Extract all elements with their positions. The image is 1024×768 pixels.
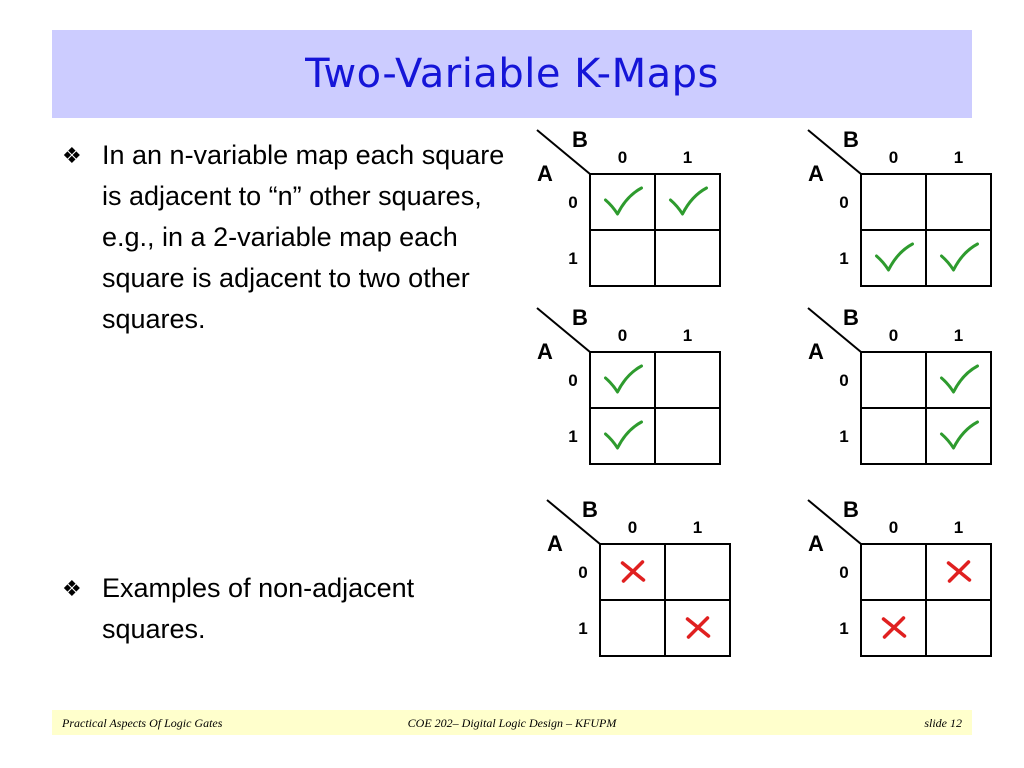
- bullet-adjacency: [62, 135, 512, 340]
- kmap-cell: [590, 408, 655, 464]
- kmap-4: [796, 303, 1001, 483]
- kmap-cell: [926, 408, 991, 464]
- kmap-col-value: 0: [888, 326, 899, 345]
- kmap-cell: [665, 544, 730, 600]
- kmap-col-value: 0: [617, 326, 628, 345]
- kmap-col-value: 0: [617, 148, 628, 167]
- bullet-text: In an n-variable map each square is adjacent to “n” other squares, e.g., in a 2-variable map each square is adjacent to two other squares.: [102, 140, 505, 334]
- kmap-row-variable: A: [808, 339, 824, 364]
- kmap-row-variable: A: [808, 161, 824, 186]
- kmap-row-value: 1: [839, 427, 849, 446]
- kmap-row-variable: A: [808, 531, 824, 556]
- kmap-row-value: 1: [578, 619, 588, 638]
- kmap-cell: [861, 230, 926, 286]
- kmap-col-value: 1: [953, 518, 964, 537]
- kmap-row-value: 0: [568, 193, 578, 212]
- kmap-cell: [861, 352, 926, 408]
- footer-course-name: COE 202– Digital Logic Design – KFUPM: [407, 716, 617, 730]
- kmap-col-variable: B: [572, 305, 588, 330]
- kmap-col-value: 0: [888, 518, 899, 537]
- kmap-col-variable: B: [843, 497, 859, 522]
- kmap-col-value: 1: [953, 326, 964, 345]
- kmap-row-value: 0: [568, 371, 578, 390]
- kmap-1: [525, 125, 730, 305]
- footer-slide-number: slide 12: [924, 716, 962, 730]
- kmap-col-variable: B: [572, 127, 588, 152]
- kmap-3: [525, 303, 730, 483]
- kmap-cell: [655, 230, 720, 286]
- kmap-col-variable: B: [582, 497, 598, 522]
- kmap-col-value: 0: [888, 148, 899, 167]
- bullet-text: Examples of non-adjacent squares.: [102, 573, 415, 644]
- kmap-cell: [655, 352, 720, 408]
- kmap-row-variable: A: [547, 531, 563, 556]
- kmap-col-value: 1: [692, 518, 703, 537]
- kmap-cell: [861, 174, 926, 230]
- kmap-cell: [926, 352, 991, 408]
- kmap-cell: [590, 352, 655, 408]
- kmap-row-variable: A: [537, 339, 553, 364]
- kmap-col-variable: B: [843, 127, 859, 152]
- kmap-row-value: 1: [568, 249, 578, 268]
- kmap-row-value: 1: [839, 619, 849, 638]
- bullet-diamond-icon: ❖: [62, 576, 82, 601]
- kmap-row-value: 0: [578, 563, 588, 582]
- kmap-cell: [655, 174, 720, 230]
- slide-title: Two-Variable K-Maps: [305, 51, 719, 97]
- kmap-col-value: 1: [953, 148, 964, 167]
- kmap-2: [796, 125, 1001, 305]
- kmap-col-value: 1: [682, 148, 693, 167]
- kmap-cell: [861, 544, 926, 600]
- bullet-non-adjacent: [62, 568, 512, 650]
- kmap-row-value: 1: [568, 427, 578, 446]
- kmap-row-value: 0: [839, 563, 849, 582]
- kmap-cell: [926, 230, 991, 286]
- bullet-diamond-icon: ❖: [62, 143, 82, 168]
- kmap-5: [535, 495, 740, 675]
- kmap-cell: [590, 174, 655, 230]
- kmap-col-variable: B: [843, 305, 859, 330]
- title-bar: [52, 30, 972, 118]
- kmap-cell: [590, 230, 655, 286]
- kmap-cell: [655, 408, 720, 464]
- kmap-col-value: 1: [682, 326, 693, 345]
- kmap-row-value: 1: [839, 249, 849, 268]
- kmap-cell: [600, 600, 665, 656]
- kmap-col-value: 0: [627, 518, 638, 537]
- kmap-row-value: 0: [839, 371, 849, 390]
- kmap-row-value: 0: [839, 193, 849, 212]
- footer-bar: [52, 710, 972, 735]
- kmap-cell: [861, 408, 926, 464]
- kmap-cell: [926, 174, 991, 230]
- footer-course-topic: Practical Aspects Of Logic Gates: [62, 716, 223, 730]
- kmap-cell: [926, 600, 991, 656]
- kmap-row-variable: A: [537, 161, 553, 186]
- kmap-6: [796, 495, 1001, 675]
